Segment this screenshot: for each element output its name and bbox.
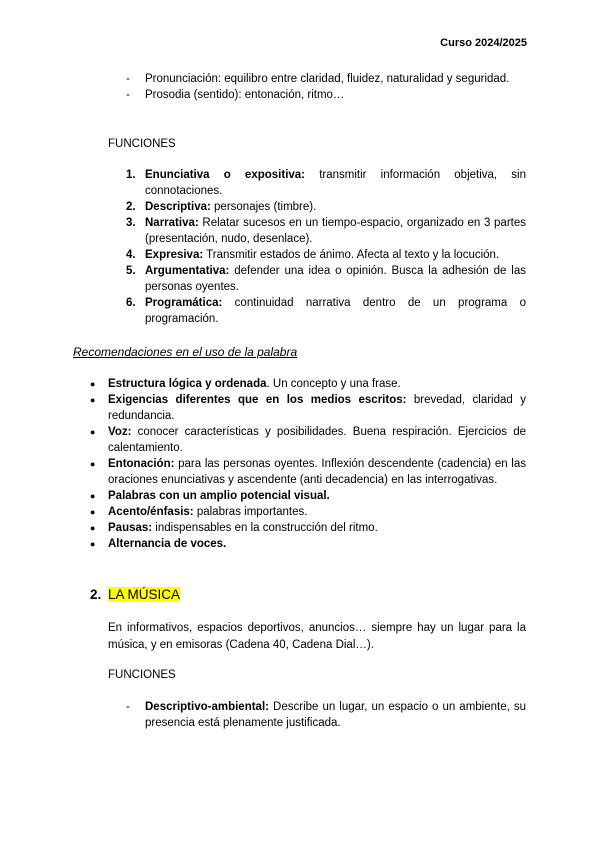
bullet-icon: ● (90, 395, 96, 405)
item-label: Enunciativa o expositiva: (145, 169, 306, 181)
item-label: Estructura lógica y ordenada (108, 378, 267, 390)
bullet-icon: ● (90, 539, 96, 549)
item-text: personajes (timbre). (210, 201, 317, 213)
item-number: 5. (126, 265, 136, 277)
section-number: 2. (90, 587, 102, 602)
item-label: Narrativa: (145, 217, 199, 229)
item-number: 6. (126, 297, 136, 309)
bullet-icon: ● (90, 491, 96, 501)
item-label: Palabras con un amplio potencial visual. (108, 490, 330, 502)
item-text: indispensables en la construcción del ritmo. (152, 522, 378, 534)
item-text: continuidad narrativa dentro de un programa o programación. (145, 297, 526, 325)
bullet-icon: ● (90, 523, 96, 533)
item-text: palabras importantes. (193, 506, 308, 518)
list-item (126, 247, 526, 263)
list-item (90, 424, 526, 456)
bullet-icon: ● (90, 459, 96, 469)
musica-funciones-list (126, 699, 526, 731)
funciones-list (126, 167, 526, 327)
recomendaciones-heading: Recomendaciones en el uso de la palabra (73, 345, 298, 359)
funciones-title-2: FUNCIONES (108, 669, 176, 681)
item-text: Describe un lugar, un espacio o un ambiente, su presencia está plenamente justificada. (145, 701, 526, 729)
item-text: defender una idea o opinión. Busca la adhesión de las personas oyentes. (145, 265, 526, 293)
item-text: para las personas oyentes. Inflexión descendente (cadencia) en las oraciones enunciativas y ascendente (anti decadencia) en las interrogativas. (108, 458, 526, 486)
item-number: 2. (126, 201, 136, 213)
list-item (90, 488, 526, 504)
list-item (126, 199, 526, 215)
item-label: Voz: (108, 426, 132, 438)
item-number: 3. (126, 217, 136, 229)
item-text: transmitir información objetiva, sin connotaciones. (145, 169, 526, 197)
list-item (90, 392, 526, 424)
bullet-icon: ● (90, 427, 96, 437)
section-2-paragraph: En informativos, espacios deportivos, anuncios… siempre hay un lugar para la música, y en emisoras (Cadena 40, Cadena Dial…). (108, 622, 526, 651)
item-label: Argumentativa: (145, 265, 230, 277)
list-item (126, 263, 526, 295)
list-item (90, 504, 526, 520)
list-item (126, 699, 526, 731)
item-number: 4. (126, 249, 136, 261)
item-text: brevedad, claridad y redundancia. (108, 394, 526, 422)
item-number: 1. (126, 169, 136, 181)
section-2-heading (90, 586, 180, 604)
item-label: Entonación: (108, 458, 175, 470)
item-text: Relatar sucesos en un tiempo-espacio, organizado en 3 partes (presentación, nudo, desenlace). (145, 217, 526, 245)
item-text: conocer características y posibilidades. Buena respiración. Ejercicios de calentamiento. (108, 426, 526, 454)
top-dash-list (126, 71, 526, 103)
list-item (126, 87, 526, 103)
course-header: Curso 2024/2025 (440, 37, 527, 49)
list-item (90, 536, 526, 552)
list-item (126, 71, 526, 87)
list-item (126, 295, 526, 327)
item-label: Pausas: (108, 522, 153, 534)
item-label: Acento/énfasis: (108, 506, 194, 518)
item-label: Descriptivo-ambiental: (145, 701, 269, 713)
list-item (126, 167, 526, 199)
section-title: LA MÚSICA (108, 587, 181, 602)
item-label: Expresiva: (145, 249, 204, 261)
item-text: Prosodia (sentido): entonación, ritmo… (145, 89, 345, 101)
bullet-icon: ● (90, 379, 96, 389)
item-label: Descriptiva: (145, 201, 211, 213)
item-label: Exigencias diferentes que en los medios escritos: (108, 394, 407, 406)
item-text: Transmitir estados de ánimo. Afecta al texto y la locución. (203, 249, 500, 261)
list-item (90, 456, 526, 488)
item-text: Pronunciación: equilibro entre claridad, fluidez, naturalidad y seguridad. (145, 73, 510, 85)
item-text: . Un concepto y una frase. (266, 378, 401, 390)
recomendaciones-list (90, 376, 526, 552)
bullet-icon: ● (90, 507, 96, 517)
list-item (126, 215, 526, 247)
item-label: Programática: (145, 297, 223, 309)
item-label: Alternancia de voces. (108, 538, 227, 550)
list-item (90, 520, 526, 536)
funciones-title: FUNCIONES (108, 138, 176, 150)
list-item (90, 376, 526, 392)
